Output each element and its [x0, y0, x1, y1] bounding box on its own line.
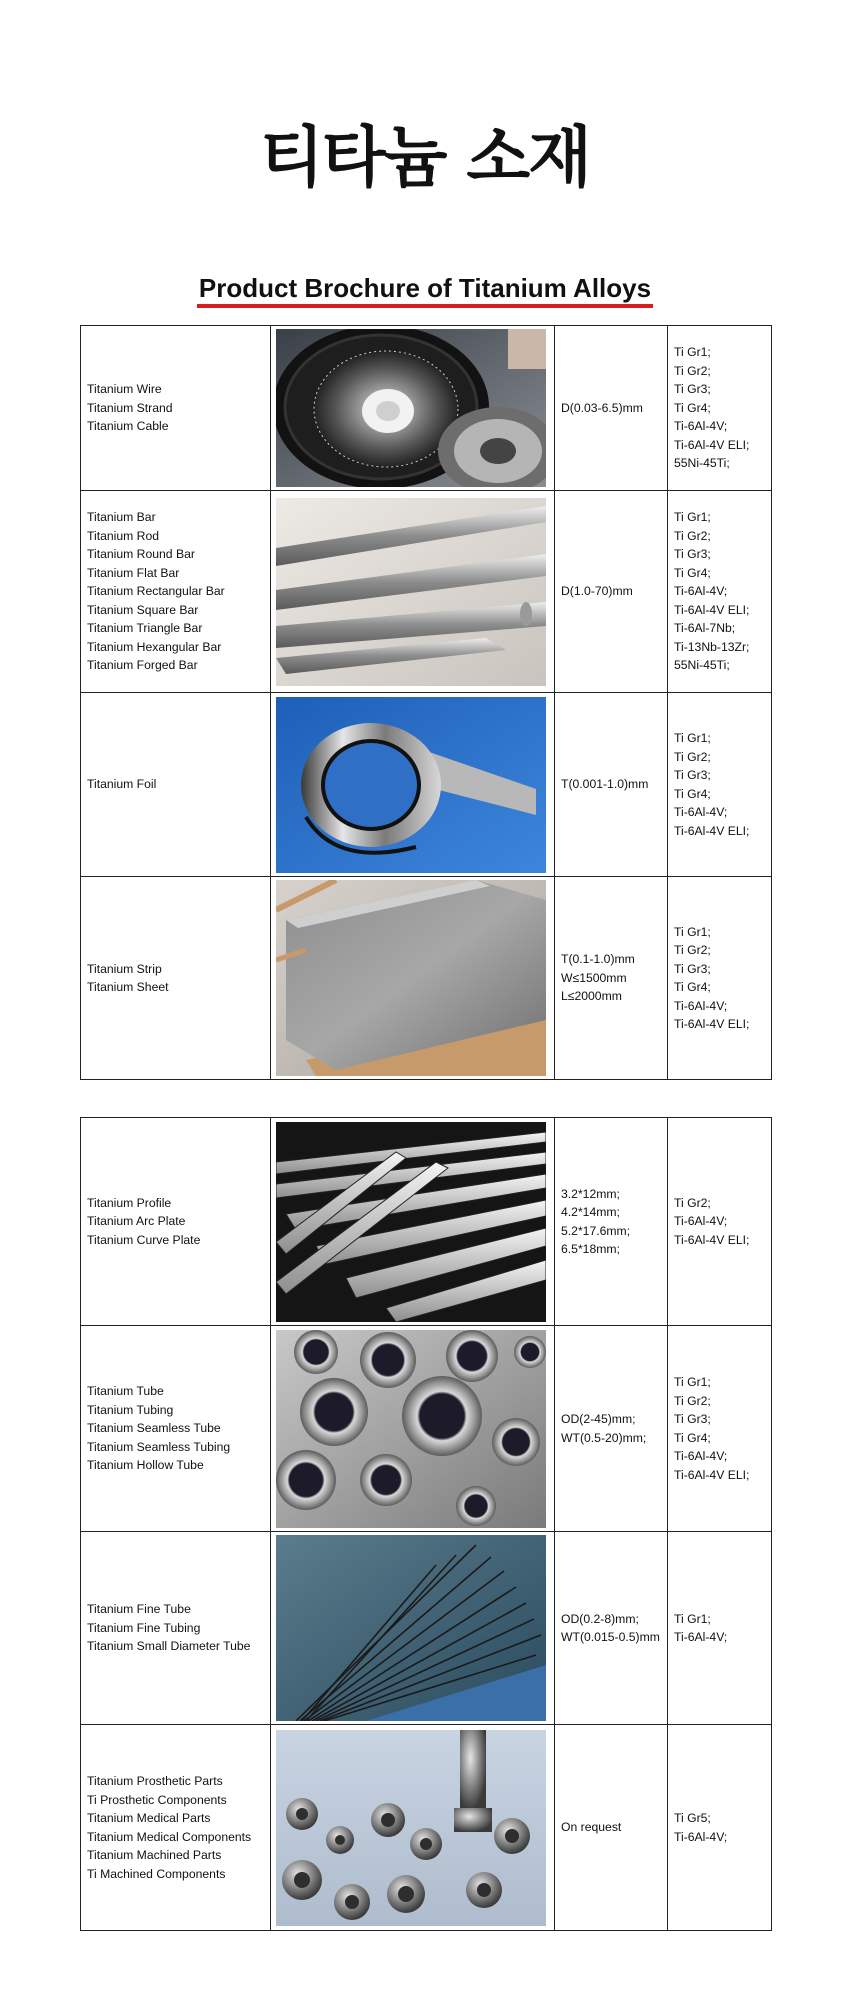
- product-name: Titanium Fine Tube: [87, 1602, 191, 1617]
- grade: Ti Gr4;: [674, 980, 711, 994]
- product-name: Titanium Rod: [87, 528, 160, 543]
- product-name: Titanium Wire: [87, 382, 162, 397]
- product-image-cell: [271, 693, 555, 877]
- dimension: D(0.03-6.5)mm: [561, 400, 643, 415]
- grade: Ti Gr2;: [674, 749, 711, 764]
- grade: Ti-6Al-4V ELI;: [674, 1232, 750, 1247]
- dimensions-cell: [555, 326, 668, 491]
- product-table-2: [80, 1117, 772, 1931]
- grade: Ti Gr1;: [674, 924, 711, 939]
- grade: Ti Gr2;: [674, 1195, 711, 1210]
- grades-cell: [668, 1326, 772, 1532]
- grade: Ti Gr2;: [674, 1393, 711, 1408]
- grade: Ti-6Al-4V;: [674, 805, 728, 819]
- grade: Ti-6Al-4V ELI;: [674, 823, 750, 838]
- product-name: Titanium Sheet: [87, 980, 169, 994]
- product-image-cell: [271, 877, 555, 1080]
- page-title: 티타늄 소재: [260, 119, 590, 196]
- product-name: Titanium Curve Plate: [87, 1232, 201, 1247]
- dimension: WT(0.5-20)mm;: [561, 1430, 647, 1445]
- table-row: [81, 1118, 772, 1326]
- grade: Ti-6Al-4V;: [674, 419, 728, 434]
- product-name: Ti Machined Components: [87, 1866, 226, 1881]
- dimensions-cell: [555, 693, 668, 877]
- grades-cell: [668, 1725, 772, 1931]
- product-name: Titanium Small Diameter Tube: [87, 1639, 251, 1654]
- titanium-profile-bars-photo: [276, 1122, 546, 1322]
- product-name: Titanium Flat Bar: [87, 565, 180, 580]
- grade: Ti-6Al-4V;: [674, 1829, 728, 1844]
- grade: Ti-6Al-4V ELI;: [674, 437, 750, 452]
- dimension: 6.5*18mm;: [561, 1242, 620, 1256]
- brochure-title: [0, 272, 850, 304]
- product-names-cell: [81, 326, 271, 491]
- grade: Ti Gr1;: [674, 731, 711, 745]
- dimensions-cell: [555, 1118, 668, 1326]
- product-image-cell: [271, 1326, 555, 1532]
- grade: Ti Gr4;: [674, 1430, 711, 1445]
- product-name: Titanium Foil: [87, 777, 157, 792]
- grades-cell: [668, 877, 772, 1080]
- grade: Ti Gr2;: [674, 943, 711, 957]
- product-name: Titanium Strip: [87, 961, 162, 976]
- grade: Ti-6Al-4V ELI;: [674, 602, 750, 617]
- grade: 55Ni-45Ti;: [674, 658, 730, 673]
- grade: Ti Gr3;: [674, 382, 711, 397]
- grade: Ti Gr3;: [674, 547, 711, 562]
- grade: Ti-6Al-4V ELI;: [674, 1017, 750, 1031]
- grade: Ti Gr3;: [674, 768, 711, 782]
- product-name: Titanium Medical Parts: [87, 1811, 211, 1825]
- grades-cell: [668, 1118, 772, 1326]
- grade: Ti Gr2;: [674, 528, 711, 543]
- table-row: [81, 877, 772, 1080]
- product-name: Titanium Seamless Tube: [87, 1421, 221, 1436]
- table-row: [81, 1725, 772, 1931]
- product-table-1: [80, 325, 772, 1080]
- grade: Ti Gr3;: [674, 1412, 711, 1426]
- product-name: Titanium Square Bar: [87, 602, 199, 617]
- titanium-sheet-photo: [276, 880, 546, 1076]
- brochure-title-text: Product Brochure of Titanium Alloys: [197, 273, 653, 308]
- product-names-cell: [81, 1532, 271, 1725]
- grade: Ti-13Nb-13Zr;: [674, 639, 750, 654]
- product-image-cell: [271, 1725, 555, 1931]
- product-name: Titanium Seamless Tubing: [87, 1439, 231, 1454]
- grade: Ti Gr5;: [674, 1811, 711, 1825]
- product-names-cell: [81, 1326, 271, 1532]
- product-image-cell: [271, 326, 555, 491]
- grade: Ti-6Al-4V;: [674, 998, 728, 1013]
- grades-cell: [668, 1532, 772, 1725]
- dimensions-cell: [555, 491, 668, 693]
- dimension: WT(0.015-0.5)mm: [561, 1630, 660, 1644]
- dimension: On request: [561, 1820, 622, 1835]
- grade: Ti Gr1;: [674, 510, 711, 525]
- grade: Ti-6Al-7Nb;: [674, 621, 736, 636]
- grade: Ti-6Al-4V;: [674, 584, 728, 599]
- product-image-cell: [271, 1532, 555, 1725]
- product-names-cell: [81, 877, 271, 1080]
- dimensions-cell: [555, 1326, 668, 1532]
- grade: 55Ni-45Ti;: [674, 456, 730, 471]
- table-row: [81, 326, 772, 491]
- product-name: Titanium Triangle Bar: [87, 621, 203, 636]
- grade: Ti Gr1;: [674, 345, 711, 360]
- product-name: Titanium Cable: [87, 419, 169, 434]
- product-name: Titanium Rectangular Bar: [87, 584, 225, 599]
- dimension: OD(0.2-8)mm;: [561, 1611, 639, 1626]
- product-name: Titanium Forged Bar: [87, 658, 198, 673]
- product-names-cell: [81, 693, 271, 877]
- product-names-cell: [81, 491, 271, 693]
- product-name: Titanium Tube: [87, 1384, 164, 1399]
- grade: Ti Gr1;: [674, 1611, 711, 1626]
- table-row: [81, 693, 772, 877]
- grade: Ti Gr2;: [674, 363, 711, 378]
- grade: Ti-6Al-4V;: [674, 1449, 728, 1463]
- product-name: Titanium Prosthetic Parts: [87, 1774, 223, 1788]
- product-name: Titanium Hollow Tube: [87, 1458, 204, 1473]
- dimension: W≤1500mm: [561, 970, 627, 985]
- titanium-fine-tubes-photo: [276, 1535, 546, 1721]
- dimension: T(0.001-1.0)mm: [561, 777, 649, 792]
- product-names-cell: [81, 1725, 271, 1931]
- product-name: Titanium Strand: [87, 400, 173, 415]
- product-name: Titanium Arc Plate: [87, 1214, 186, 1229]
- grades-cell: [668, 326, 772, 491]
- dimension: 4.2*14mm;: [561, 1205, 620, 1219]
- product-name: Titanium Hexangular Bar: [87, 639, 222, 654]
- grade: Ti Gr1;: [674, 1375, 711, 1389]
- grade: Ti-6Al-4V;: [674, 1214, 728, 1229]
- dimensions-cell: [555, 877, 668, 1080]
- grades-cell: [668, 693, 772, 877]
- dimension: D(1.0-70)mm: [561, 584, 633, 599]
- titanium-tubes-photo: [276, 1330, 546, 1528]
- product-name: Titanium Profile: [87, 1195, 172, 1210]
- grade: Ti Gr4;: [674, 786, 711, 801]
- product-name: Titanium Round Bar: [87, 547, 195, 562]
- titanium-wire-coil-photo: [276, 329, 546, 487]
- table-row: [81, 491, 772, 693]
- dimension: L≤2000mm: [561, 989, 622, 1004]
- product-name: Titanium Tubing: [87, 1402, 174, 1417]
- dimensions-cell: [555, 1725, 668, 1931]
- product-name: Ti Prosthetic Components: [87, 1792, 227, 1807]
- titanium-foil-roll-photo: [276, 697, 546, 873]
- grade: Ti Gr4;: [674, 565, 711, 580]
- table-row: [81, 1532, 772, 1725]
- product-name: Titanium Medical Components: [87, 1829, 252, 1844]
- product-names-cell: [81, 1118, 271, 1326]
- table-row: [81, 1326, 772, 1532]
- grade: Ti-6Al-4V;: [674, 1630, 728, 1644]
- product-name: Titanium Machined Parts: [87, 1848, 222, 1862]
- product-image-cell: [271, 491, 555, 693]
- dimension: OD(2-45)mm;: [561, 1412, 636, 1426]
- titanium-machined-parts-photo: [276, 1730, 546, 1926]
- dimension: 5.2*17.6mm;: [561, 1223, 631, 1238]
- grades-cell: [668, 491, 772, 693]
- product-image-cell: [271, 1118, 555, 1326]
- grade: Ti Gr3;: [674, 961, 711, 976]
- product-name: Titanium Bar: [87, 510, 156, 525]
- dimension: 3.2*12mm;: [561, 1186, 620, 1201]
- grade: Ti-6Al-4V ELI;: [674, 1467, 750, 1482]
- dimensions-cell: [555, 1532, 668, 1725]
- titanium-bars-photo: [276, 498, 546, 686]
- product-name: Titanium Fine Tubing: [87, 1620, 201, 1635]
- dimension: T(0.1-1.0)mm: [561, 952, 635, 967]
- grade: Ti Gr4;: [674, 400, 711, 415]
